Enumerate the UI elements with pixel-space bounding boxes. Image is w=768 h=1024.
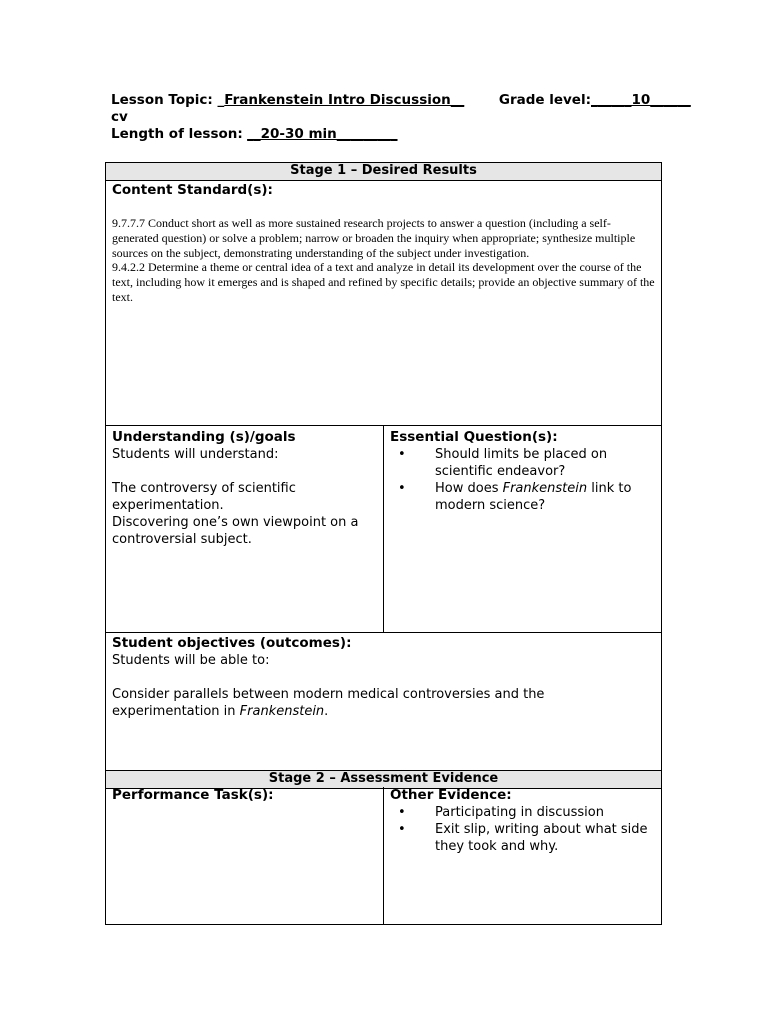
- essential-question: • How does Frankenstein link to modern science?: [390, 480, 655, 514]
- understandings-cell: [106, 426, 384, 632]
- topic-grade-line: [111, 92, 691, 109]
- stage1-title: Stage 1 – Desired Results: [106, 163, 661, 181]
- content-standards-section: [106, 163, 661, 425]
- objective-text: Consider parallels between modern medical controversies and the experimentation in Frankenstein.: [112, 687, 545, 719]
- lesson-plan-table: [105, 162, 662, 925]
- stage2-header-row: [106, 770, 661, 788]
- essential-questions-cell: [384, 426, 661, 632]
- essential-question: • Should limits be placed on scientific endeavor?: [390, 446, 655, 480]
- book-title: Frankenstein: [502, 481, 588, 496]
- other-evidence-cell: [384, 787, 661, 924]
- standard-item: 9.7.7.7 Conduct short as well as more sustained research projects to answer a question (including a self-generated question) or solve a problem; narrow or broaden the inquiry when appropriate; synthesize multiple sources on the subject, demonstrating understanding of the subject under investigation.: [112, 216, 636, 260]
- book-title: Frankenstein: [239, 704, 325, 719]
- stray-text: cv: [111, 109, 128, 125]
- lesson-header: [111, 92, 691, 143]
- content-standards-label: Content Standard(s):: [112, 182, 273, 198]
- evidence-item: • Exit slip, writing about what side they took and why.: [390, 821, 655, 855]
- understandings-questions-row: [106, 425, 661, 632]
- performance-task-label: Performance Task(s):: [112, 787, 274, 803]
- topic-prefix: _: [212, 92, 225, 108]
- length-value: __20-30 min_________: [247, 126, 398, 142]
- understanding-line: Discovering one’s own viewpoint on a controversial subject.: [112, 515, 359, 547]
- grade-value: ______10______: [591, 92, 691, 108]
- objectives-intro: Students will be able to:: [112, 653, 270, 668]
- assessment-row: [106, 787, 661, 924]
- objectives-section: [106, 632, 661, 770]
- length-label: Length of lesson:: [111, 126, 243, 142]
- understandings-intro: Students will understand:: [112, 447, 279, 462]
- essential-questions-list: [390, 446, 655, 514]
- performance-task-cell: [106, 787, 384, 924]
- objectives-label: Student objectives (outcomes):: [112, 635, 352, 651]
- topic-label: Lesson Topic:: [111, 92, 213, 108]
- understanding-line: The controversy of scientific experimentation.: [112, 481, 296, 513]
- length-line: [111, 126, 671, 143]
- other-evidence-list: [390, 804, 655, 855]
- stage2-title: Stage 2 – Assessment Evidence: [106, 771, 661, 789]
- understandings-label: Understanding (s)/goals: [112, 429, 296, 445]
- essential-questions-label: Essential Question(s):: [390, 429, 558, 445]
- topic-value: Frankenstein Intro Discussion__: [224, 92, 465, 108]
- grade-label: Grade level:: [498, 92, 591, 108]
- standard-item: 9.4.2.2 Determine a theme or central idea of a text and analyze in detail its development over the course of the text, including how it emerges and is shaped and refined by specific details; provide an objective summary of the text.: [112, 260, 655, 304]
- other-evidence-label: Other Evidence:: [390, 787, 512, 803]
- evidence-item: • Participating in discussion: [390, 804, 655, 821]
